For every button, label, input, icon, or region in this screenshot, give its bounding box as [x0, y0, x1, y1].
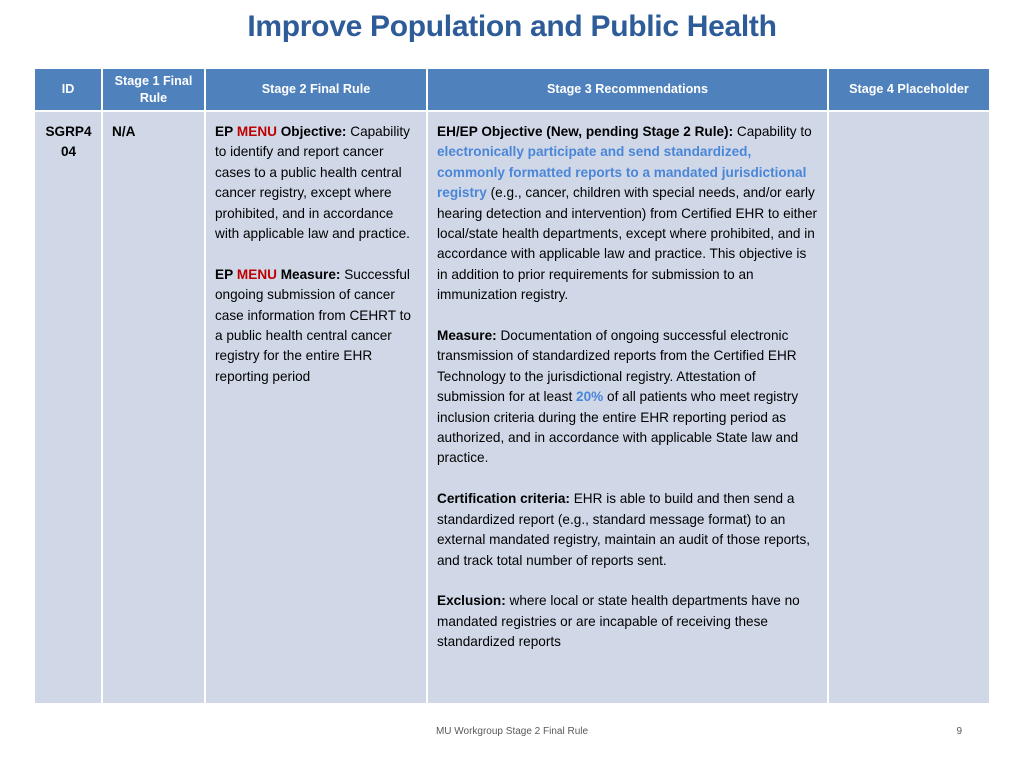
stage3-objective-label: EH/EP Objective (New, pending Stage 2 Rule):: [437, 124, 734, 139]
stage2-measure-label: Measure:: [280, 266, 341, 282]
stage2-objective-menu: MENU: [236, 124, 277, 139]
requirements-table: [35, 69, 989, 703]
table-header-row: [35, 69, 989, 111]
cell-stage3: [427, 111, 828, 703]
stage3-certification-label: Certification criteria:: [437, 491, 570, 507]
stage3-measure-label: Measure:: [437, 328, 497, 344]
stage2-measure-menu: MENU: [236, 266, 277, 282]
header-stage3: Stage 3 Recommendations: [427, 69, 828, 111]
slide-footer: MU Workgroup Stage 2 Final Rule: [435, 726, 589, 737]
stage3-measure: [437, 326, 819, 469]
stage3-measure-text-after: of all patients who meet registry inclusion criteria during the entire EHR reporting period as authorized, and in accordance with applicable State law and practice.: [437, 389, 799, 466]
table-row: [35, 111, 989, 703]
stage2-measure-text: Successful ongoing submission of cancer case information from CEHRT to a public health central cancer registry for the entire EHR reporting period: [215, 266, 411, 384]
stage3-objective-text-after: (e.g., cancer, children with special needs, and/or early hearing detection and intervention) from Certified EHR to either local/state health departments, except where prohibited, and in accordance with applicable law and practice. This objective is in addition to prior requirements for submission to an immunization registry.: [437, 185, 818, 303]
stage3-exclusion-text: where local or state health departments have no mandated registries or are incapable of receiving these standardized reports: [437, 593, 800, 650]
stage3-measure-highlight: 20%: [576, 389, 604, 405]
cell-stage1: [102, 111, 205, 703]
stage2-measure-prefix: EP: [215, 266, 234, 282]
cell-stage1-text: N/A: [112, 124, 136, 139]
stage3-certification: [437, 489, 819, 571]
header-stage2: Stage 2 Final Rule: [205, 69, 427, 111]
header-id: ID: [35, 69, 102, 111]
cell-id: [35, 111, 102, 703]
stage3-objective-highlight: electronically participate and send standardized, commonly formatted reports to a mandated jurisdictional registry: [437, 144, 807, 201]
slide-title: Improve Population and Public Health: [247, 10, 777, 43]
stage3-certification-text: EHR is able to build and then send a standardized report (e.g., standard message format) to an external mandated registry, maintain an audit of those reports, and track total number of reports sent.: [437, 491, 811, 568]
stage2-objective: [215, 122, 418, 244]
stage2-objective-text: Capability to identify and report cancer cases to a public health central cancer registry, except where prohibited, and in accordance with applicable law and practice.: [215, 124, 410, 242]
stage2-objective-label: Objective:: [280, 124, 347, 139]
cell-stage4: [828, 111, 989, 703]
stage3-exclusion-label: Exclusion:: [437, 593, 506, 609]
stage3-measure-text-before: Documentation of ongoing successful electronic transmission of standardized reports from the Certified EHR Technology to the jurisdictional registry. Attestation of submission for at least: [437, 328, 797, 405]
stage2-objective-prefix: EP: [215, 124, 234, 139]
stage2-measure: [215, 265, 418, 387]
stage3-objective-text-before: Capability to: [736, 124, 812, 139]
cell-stage2: [205, 111, 427, 703]
header-stage4: Stage 4 Placeholder: [828, 69, 989, 111]
stage3-exclusion: [437, 591, 819, 652]
cell-id-text: SGRP404: [45, 124, 92, 160]
page-number: 9: [956, 726, 962, 737]
header-stage1: Stage 1 Final Rule: [102, 69, 205, 111]
stage3-objective: [437, 122, 819, 306]
